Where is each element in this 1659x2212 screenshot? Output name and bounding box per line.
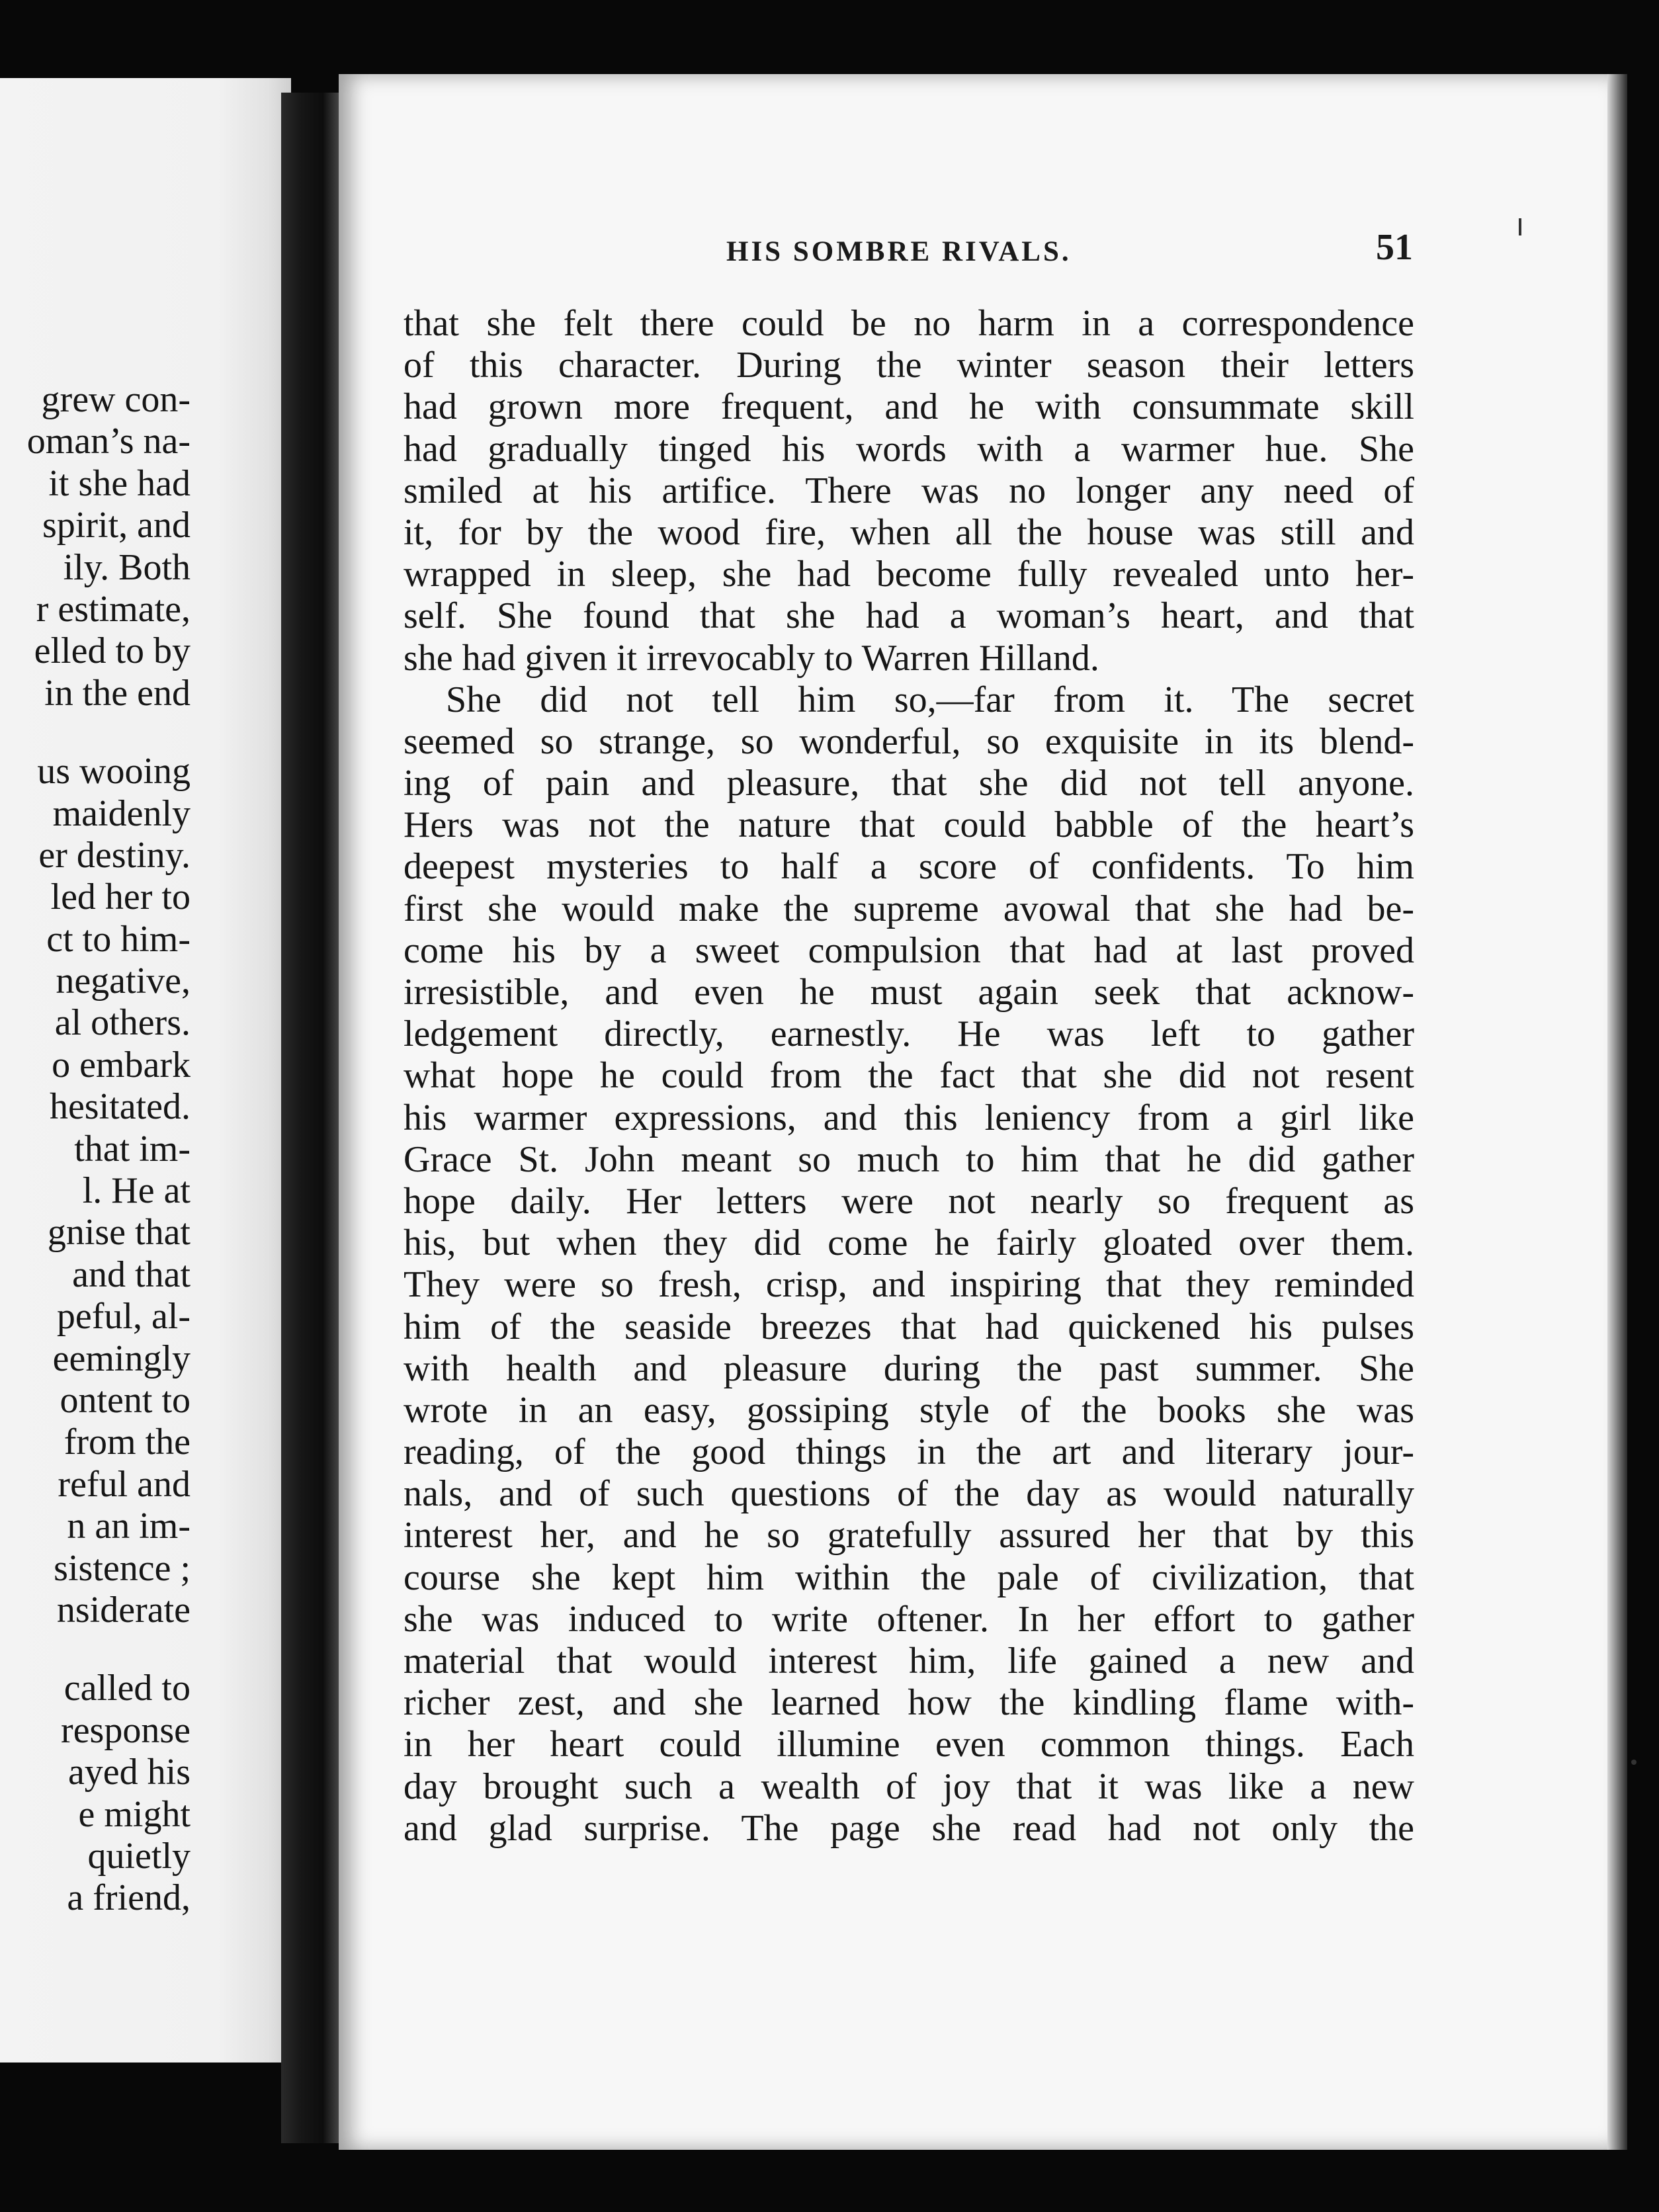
text-line: that she felt there could be no harm in a correspondence: [404, 303, 1414, 344]
text-line: course she kept him within the pale of civilization, that: [404, 1556, 1414, 1598]
text-line: Hers was not the nature that could babble of the heart’s: [404, 804, 1414, 846]
text-line: and glad surprise. The page she read had not only the: [404, 1807, 1414, 1849]
text-line: of this character. During the winter season their letters: [404, 345, 1414, 386]
left-text-line: sistence ;: [54, 1547, 191, 1589]
right-page-edge: [1607, 74, 1627, 2150]
text-line: hope daily. Her letters were not nearly so frequent as: [404, 1180, 1414, 1222]
left-text-line: it she had: [48, 462, 191, 504]
left-text-line: us wooing: [37, 751, 191, 792]
left-text-line: oman’s na-: [26, 421, 191, 462]
left-text-line: eemingly: [52, 1338, 191, 1379]
page-number: 51: [1376, 227, 1413, 268]
left-text-line: ct to him-: [46, 918, 191, 960]
left-text-line: ontent to: [60, 1379, 191, 1421]
left-text-line: reful and: [58, 1463, 191, 1505]
text-line: ing of pain and pleasure, that she did not tell anyone.: [404, 763, 1414, 804]
body-text: [404, 303, 1414, 1850]
scan-speck: [1519, 218, 1521, 235]
left-text-line: n an im-: [67, 1506, 191, 1547]
left-text-line: that im-: [74, 1128, 191, 1170]
text-line: had grown more frequent, and he with consummate skill: [404, 386, 1414, 428]
left-page: [0, 78, 291, 2063]
text-line: They were so fresh, crisp, and inspiring that they reminded: [404, 1264, 1414, 1306]
text-line: nals, and of such questions of the day as would naturally: [404, 1473, 1414, 1515]
text-line: seemed so strange, so wonderful, so exquisite in its blend-: [404, 720, 1414, 762]
text-line: she was induced to write oftener. In her effort to gather: [404, 1598, 1414, 1640]
text-line: she had given it irrevocably to Warren Hilland.: [404, 637, 1099, 679]
text-line: come his by a sweet compulsion that had at last proved: [404, 929, 1414, 971]
left-text-line: and that: [72, 1254, 191, 1295]
text-line: richer zest, and she learned how the kindling flame with-: [404, 1682, 1414, 1724]
text-line: his, but when they did come he fairly gloated over them.: [404, 1222, 1414, 1264]
running-head: HIS SOMBRE RIVALS.: [726, 236, 1072, 267]
left-text-line: nsiderate: [56, 1589, 191, 1631]
text-line: deepest mysteries to half a score of confidents. To him: [404, 846, 1414, 888]
left-text-line: called to: [64, 1668, 191, 1709]
left-text-line: o embark: [52, 1044, 191, 1085]
text-line: interest her, and he so gratefully assured her that by this: [404, 1515, 1414, 1556]
left-text-line: response: [61, 1709, 191, 1751]
left-text-line: hesitated.: [49, 1086, 191, 1128]
text-line: what hope he could from the fact that she did not resent: [404, 1055, 1414, 1097]
left-text-line: r estimate,: [36, 588, 191, 630]
left-text-line: a friend,: [67, 1877, 191, 1919]
left-text-line: al others.: [54, 1002, 191, 1044]
left-text-line: gnise that: [47, 1212, 191, 1254]
left-text-line: er destiny.: [38, 834, 191, 876]
text-line: in her heart could illumine even common things. Each: [404, 1724, 1414, 1765]
left-text-line: ayed his: [67, 1752, 191, 1793]
text-line: him of the seaside breezes that had quickened his pulses: [404, 1306, 1414, 1347]
text-line: with health and pleasure during the past summer. She: [404, 1347, 1414, 1389]
text-line: it, for by the wood fire, when all the house was still and: [404, 511, 1414, 553]
left-text-line: ily. Both: [63, 546, 191, 588]
left-text-line: peful, al-: [56, 1296, 191, 1338]
text-line: first she would make the supreme avowal that she had be-: [404, 888, 1414, 929]
left-text-line: elled to by: [34, 630, 191, 672]
left-text-line: from the: [64, 1422, 191, 1463]
text-line: day brought such a wealth of joy that it was like a new: [404, 1765, 1414, 1807]
left-text-line: negative,: [56, 960, 191, 1002]
text-line: had gradually tinged his words with a warmer hue. She: [404, 428, 1414, 470]
left-text-line: maidenly: [52, 792, 191, 834]
text-line: smiled at his artifice. There was no longer any need of: [404, 470, 1414, 511]
text-line: ledgement directly, earnestly. He was left to gather: [404, 1013, 1414, 1055]
text-line: Grace St. John meant so much to him that he did gather: [404, 1138, 1414, 1180]
left-text-line: led her to: [50, 876, 191, 918]
left-page-text: [0, 379, 191, 1920]
text-line: material that would interest him, life gained a new and: [404, 1640, 1414, 1681]
paragraph-gap: [0, 714, 191, 751]
left-text-line: in the end: [44, 672, 191, 714]
text-line: self. She found that she had a woman’s heart, and that: [404, 595, 1414, 637]
left-text-line: e might: [78, 1793, 191, 1835]
text-line: wrapped in sleep, she had become fully revealed unto her-: [404, 554, 1414, 595]
left-text-line: l. He at: [82, 1170, 191, 1212]
left-text-line: spirit, and: [42, 505, 191, 546]
paragraph-gap: [0, 1631, 191, 1668]
scan-speck: [1631, 1760, 1637, 1765]
text-line: his warmer expressions, and this leniency from a girl like: [404, 1097, 1414, 1138]
text-line: reading, of the good things in the art and literary jour-: [404, 1431, 1414, 1473]
text-line: wrote in an easy, gossiping style of the books she was: [404, 1389, 1414, 1431]
text-line: She did not tell him so,—far from it. The secret: [446, 679, 1414, 720]
text-line: irresistible, and even he must again seek that acknow-: [404, 972, 1414, 1013]
left-text-line: quietly: [87, 1835, 191, 1877]
left-text-line: grew con-: [41, 379, 191, 420]
